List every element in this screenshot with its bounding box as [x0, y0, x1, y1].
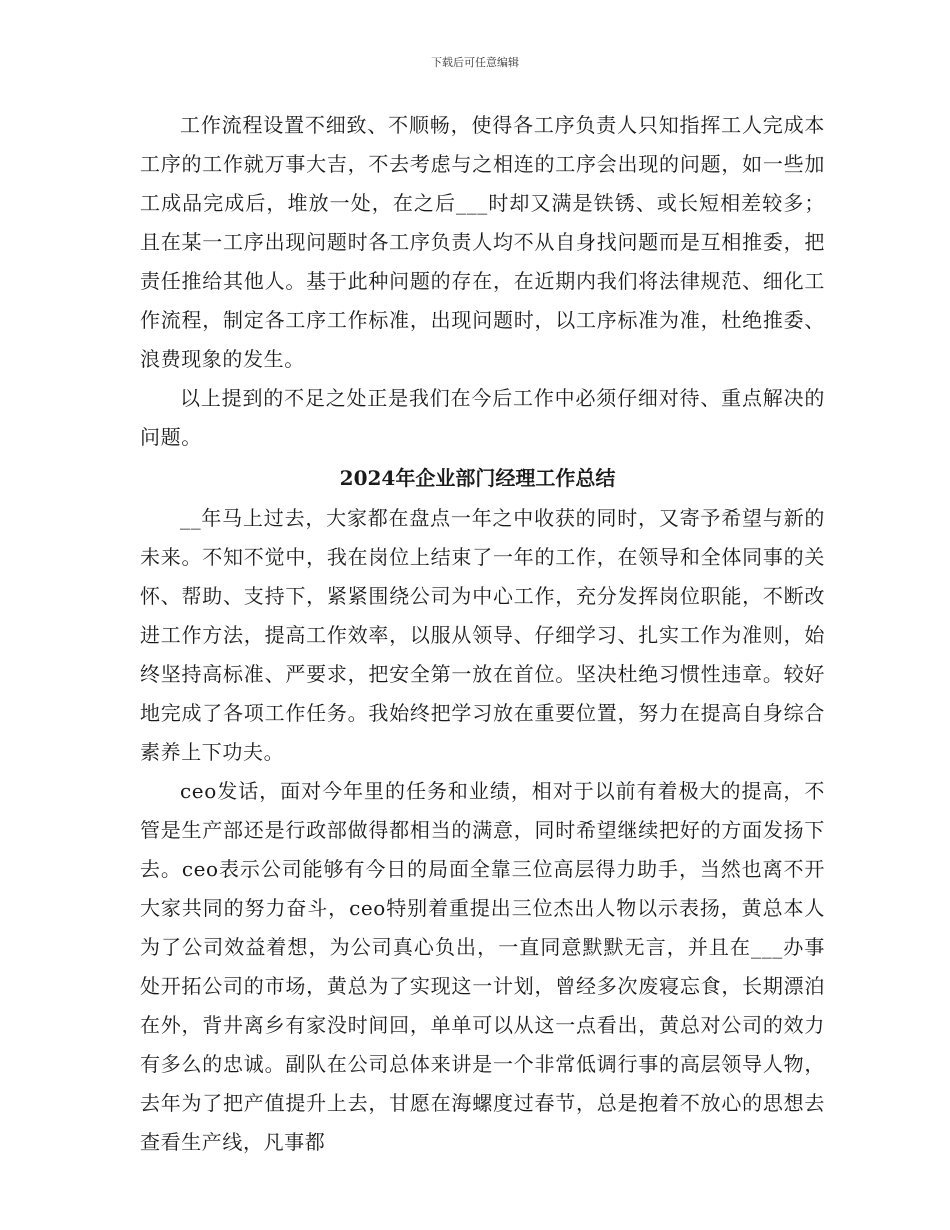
paragraph-workflow-issues: 工作流程设置不细致、不顺畅，使得各工序负责人只知指挥工人完成本工序的工作就万事大吉，不去考虑与之相连的工序会出现的问题，如一些加工成品完成后，堆放一处，在之后___时却又满是铁锈、或长短相差较多；且在某一工序出现问题时各工序负责人均不从自身找问题而是互相推委，把责任推给其他人。基于此种问题的存在，在近期内我们将法律规范、细化工作流程，制定各工序工作标准，出现问题时，以工序标准为准，杜绝推委、浪费现象的发生。	[140, 113, 825, 371]
section-heading: 2024年企业部门经理工作总结	[339, 466, 616, 490]
page-header: 下载后可任意编辑	[431, 56, 519, 69]
paragraph-shortcomings-summary: 以上提到的不足之处正是我们在今后工作中必须仔细对待、重点解决的问题。	[140, 386, 825, 449]
paragraph-ceo-remarks: ceo发话，面对今年里的任务和业绩，相对于以前有着极大的提高，不管是生产部还是行政部做得都相当的满意，同时希望继续把好的方面发扬下去。ceo表示公司能够有今日的局面全靠三位高层得力助手，当然也离不开大家共同的努力奋斗，ceo特别着重提出三位杰出人物以示表扬，黄总本人为了公司效益着想，为公司真心负出，一直同意默默无言，并且在___办事处开拓公司的市场，黄总为了实现这一计划，曾经多次废寝忘食，长期漂泊在外，背井离乡有家没时间回，单单可以从这一点看出，黄总对公司的效力有多么的忠诚。副队在公司总体来讲是一个非常低调行事的高层领导人物，去年为了把产值提升上去，甘愿在海螺度过春节，总是抱着不放心的思想去查看生产线，凡事都	[140, 779, 825, 1154]
paragraph-year-review: __年马上过去，大家都在盘点一年之中收获的同时，又寄予希望与新的未来。不知不觉中，我在岗位上结束了一年的工作，在领导和全体同事的关怀、帮助、支持下，紧紧围绕公司为中心工作，充分发挥岗位职能，不断改进工作方法，提高工作效率，以服从领导、仔细学习、扎实工作为准则，始终坚持高标准、严要求，把安全第一放在首位。坚决杜绝习惯性违章。较好地完成了各项工作任务。我始终把学习放在重要位置，努力在提高自身综合素养上下功夫。	[140, 506, 825, 764]
document-body	[140, 106, 825, 1162]
